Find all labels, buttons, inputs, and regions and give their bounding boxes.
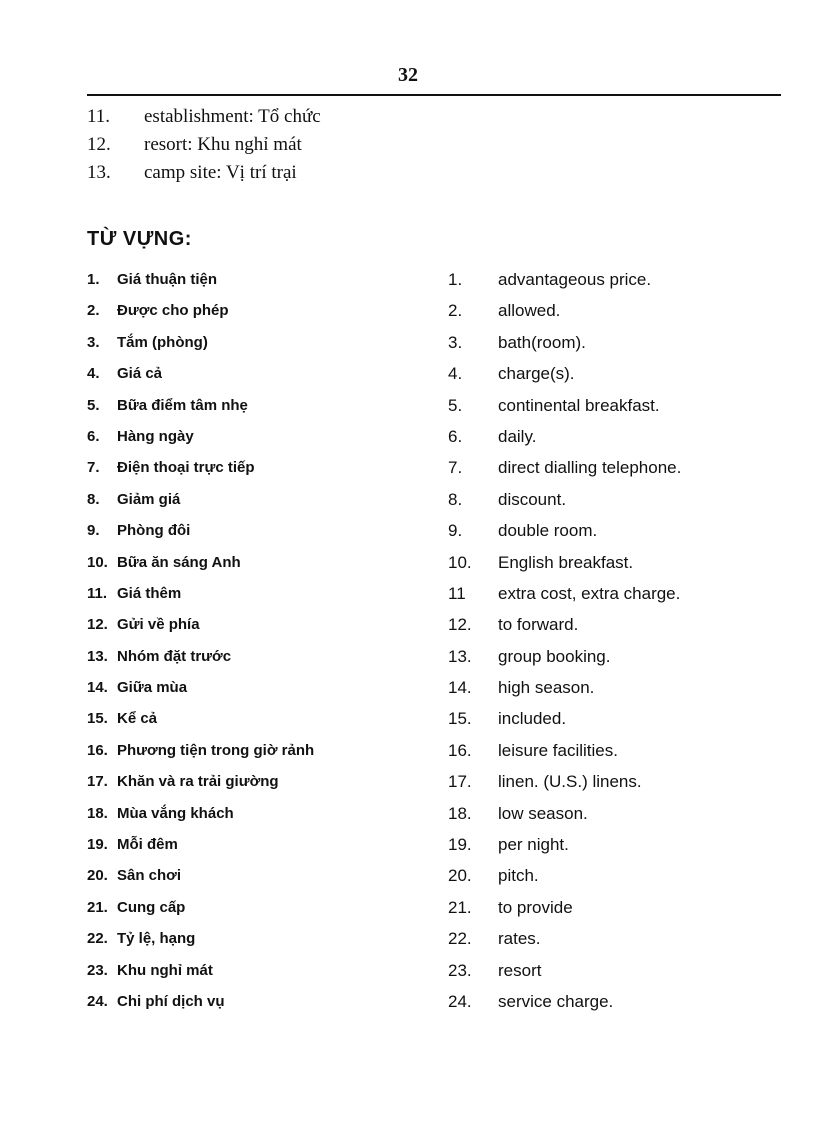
english-term-number: 1.	[448, 270, 463, 289]
intro-item-text: establishment: Tổ chức	[144, 106, 321, 127]
english-term-text: linen. (U.S.) linens.	[498, 772, 642, 792]
english-term-number: 21.	[448, 897, 472, 917]
english-term-text: leisure facilities.	[498, 740, 618, 760]
english-term-row	[448, 860, 681, 891]
english-term-number: 23.	[448, 960, 472, 980]
vietnamese-term-text: Bữa điểm tâm nhẹ	[117, 396, 248, 414]
english-term-text: low season.	[498, 803, 588, 823]
vietnamese-term-number: 23.	[87, 961, 108, 979]
english-term-text: daily.	[498, 426, 537, 446]
vietnamese-term-row	[87, 295, 314, 326]
vietnamese-term-text: Tỷ lệ, hạng	[117, 930, 196, 948]
english-term-row	[448, 295, 681, 326]
vietnamese-term-number: 6.	[87, 427, 100, 445]
intro-item	[87, 131, 321, 159]
english-term-number: 19.	[448, 835, 472, 855]
vietnamese-term-row	[87, 390, 314, 421]
vietnamese-term-number: 14.	[87, 679, 108, 697]
english-term-number: 5.	[448, 395, 463, 415]
vietnamese-term-number: 22.	[87, 930, 108, 948]
vietnamese-term-text: Mùa vắng khách	[117, 804, 234, 822]
vietnamese-term-row	[87, 452, 314, 483]
english-term-row	[448, 515, 681, 546]
english-term-number: 16.	[448, 740, 472, 760]
english-term-number: 8.	[448, 489, 463, 509]
english-term-row	[448, 421, 681, 452]
intro-item	[87, 159, 321, 187]
english-term-text: group booking.	[498, 646, 611, 666]
page-number: 32	[398, 64, 418, 86]
english-term-number: 7.	[448, 458, 463, 478]
english-term-row	[448, 766, 681, 797]
english-term-text: advantageous price.	[498, 270, 652, 289]
english-term-row	[448, 735, 681, 766]
vietnamese-term-number: 16.	[87, 741, 108, 759]
english-term-text: charge(s).	[498, 364, 575, 384]
english-term-row	[448, 829, 681, 860]
vietnamese-term-number: 19.	[87, 836, 108, 854]
intro-item-number: 11.	[87, 106, 111, 127]
english-term-number: 15.	[448, 709, 472, 729]
english-term-row	[448, 986, 681, 1017]
vietnamese-term-text: Tắm (phòng)	[117, 333, 208, 351]
vietnamese-term-number: 18.	[87, 804, 108, 822]
english-term-row	[448, 327, 681, 358]
vietnamese-term-number: 5.	[87, 396, 100, 414]
english-term-row	[448, 578, 681, 609]
english-term-text: continental breakfast.	[498, 395, 660, 415]
vietnamese-term-text: Giữa mùa	[117, 679, 188, 697]
vietnamese-term-row	[87, 578, 314, 609]
vietnamese-term-text: Giá thêm	[117, 584, 182, 602]
vietnamese-term-row	[87, 860, 314, 891]
vietnamese-term-row	[87, 703, 314, 734]
vocabulary-heading: TỪ VỰNG:	[87, 228, 192, 250]
vietnamese-term-row	[87, 264, 314, 295]
english-term-row	[448, 955, 681, 986]
english-term-text: high season.	[498, 678, 595, 698]
vietnamese-term-text: Gửi về phía	[117, 616, 200, 634]
english-term-text: resort	[498, 960, 542, 980]
english-term-number: 10.	[448, 552, 472, 572]
english-term-row	[448, 641, 681, 672]
english-term-row	[448, 484, 681, 515]
vietnamese-term-row	[87, 358, 314, 389]
vietnamese-term-row	[87, 327, 314, 358]
english-term-text: to provide	[498, 897, 573, 917]
vietnamese-term-number: 11.	[87, 584, 108, 602]
vietnamese-term-number: 15.	[87, 710, 108, 728]
english-term-number: 14.	[448, 678, 472, 698]
vietnamese-term-text: Khăn và ra trải giường	[117, 773, 279, 791]
english-term-text: bath(room).	[498, 332, 586, 352]
english-term-text: included.	[498, 709, 567, 729]
english-term-number: 24.	[448, 991, 472, 1011]
vietnamese-term-row	[87, 641, 314, 672]
vietnamese-term-list	[87, 264, 314, 1017]
english-term-text: pitch.	[498, 866, 539, 886]
english-term-number: 3.	[448, 332, 463, 352]
intro-item-text: resort: Khu nghỉ mát	[144, 134, 302, 155]
vietnamese-term-text: Điện thoại trực tiếp	[117, 459, 255, 477]
english-term-row	[448, 358, 681, 389]
intro-item-number: 12.	[87, 134, 111, 155]
english-term-row	[448, 264, 681, 295]
english-term-text: discount.	[498, 489, 567, 509]
vietnamese-term-text: Kể cả	[117, 710, 158, 728]
intro-item-number: 13.	[87, 162, 111, 183]
vietnamese-term-number: 3.	[87, 333, 100, 351]
vietnamese-term-row	[87, 609, 314, 640]
vietnamese-term-text: Phương tiện trong giờ rảnh	[117, 741, 315, 759]
english-term-row	[448, 547, 681, 578]
english-term-row	[448, 452, 681, 483]
english-term-number: 13.	[448, 646, 472, 666]
english-term-row	[448, 798, 681, 829]
english-term-text: service charge.	[498, 991, 614, 1011]
english-term-text: per night.	[498, 835, 569, 855]
vietnamese-term-row	[87, 672, 314, 703]
header-rule	[87, 94, 781, 96]
vietnamese-term-number: 17.	[87, 773, 108, 791]
vietnamese-term-number: 4.	[87, 365, 100, 383]
english-term-number: 2.	[448, 301, 463, 321]
intro-item	[87, 103, 321, 131]
vietnamese-term-number: 24.	[87, 992, 108, 1010]
vietnamese-term-text: Mỗi đêm	[117, 836, 178, 854]
vietnamese-term-row	[87, 955, 314, 986]
vietnamese-term-row	[87, 547, 314, 578]
vietnamese-term-row	[87, 986, 314, 1017]
vietnamese-term-number: 12.	[87, 616, 108, 634]
english-term-number: 17.	[448, 772, 472, 792]
vietnamese-term-row	[87, 892, 314, 923]
vietnamese-term-row	[87, 923, 314, 954]
vietnamese-term-text: Giảm giá	[117, 490, 181, 508]
vietnamese-term-number: 21.	[87, 898, 108, 916]
intro-list	[87, 103, 321, 187]
vietnamese-term-number: 20.	[87, 867, 108, 885]
vietnamese-term-text: Cung cấp	[117, 898, 186, 916]
vietnamese-term-row	[87, 798, 314, 829]
english-term-text: rates.	[498, 929, 541, 949]
english-term-text: double room.	[498, 521, 598, 541]
vietnamese-term-row	[87, 515, 314, 546]
english-term-row	[448, 609, 681, 640]
vietnamese-term-number: 7.	[87, 459, 100, 477]
vietnamese-term-text: Khu nghỉ mát	[117, 961, 213, 979]
vietnamese-term-row	[87, 484, 314, 515]
english-term-row	[448, 892, 681, 923]
vietnamese-term-number: 13.	[87, 647, 108, 665]
vietnamese-term-text: Phòng đôi	[117, 522, 191, 540]
vietnamese-term-number: 1.	[87, 271, 100, 288]
english-term-number: 20.	[448, 866, 472, 886]
english-term-text: English breakfast.	[498, 552, 634, 572]
english-term-number: 11	[448, 583, 466, 603]
vietnamese-term-text: Sân chơi	[117, 867, 182, 885]
vietnamese-term-text: Nhóm đặt trước	[117, 647, 232, 665]
english-term-row	[448, 672, 681, 703]
english-term-row	[448, 703, 681, 734]
english-term-list	[448, 264, 681, 1017]
vietnamese-term-text: Giá thuận tiện	[117, 271, 218, 288]
vietnamese-term-number: 10.	[87, 553, 108, 571]
english-term-number: 4.	[448, 364, 463, 384]
vietnamese-term-text: Bữa ăn sáng Anh	[117, 553, 241, 571]
english-term-row	[448, 390, 681, 421]
vietnamese-term-text: Hàng ngày	[117, 427, 194, 445]
english-term-number: 12.	[448, 615, 472, 635]
english-term-number: 22.	[448, 929, 472, 949]
english-term-number: 6.	[448, 426, 463, 446]
vietnamese-term-text: Chi phí dịch vụ	[117, 992, 225, 1010]
vietnamese-term-row	[87, 766, 314, 797]
english-term-text: direct dialling telephone.	[498, 458, 682, 478]
vietnamese-term-row	[87, 829, 314, 860]
intro-item-text: camp site: Vị trí trại	[144, 162, 297, 183]
vietnamese-term-text: Được cho phép	[117, 302, 229, 320]
vietnamese-term-row	[87, 735, 314, 766]
english-term-text: allowed.	[498, 301, 561, 321]
vietnamese-term-text: Giá cả	[117, 365, 163, 383]
vietnamese-term-row	[87, 421, 314, 452]
vietnamese-term-number: 2.	[87, 302, 100, 320]
vietnamese-term-number: 9.	[87, 522, 100, 540]
english-term-number: 18.	[448, 803, 472, 823]
english-term-text: to forward.	[498, 615, 579, 635]
english-term-number: 9.	[448, 521, 463, 541]
vietnamese-term-number: 8.	[87, 490, 100, 508]
english-term-row	[448, 923, 681, 954]
english-term-text: extra cost, extra charge.	[498, 583, 681, 603]
